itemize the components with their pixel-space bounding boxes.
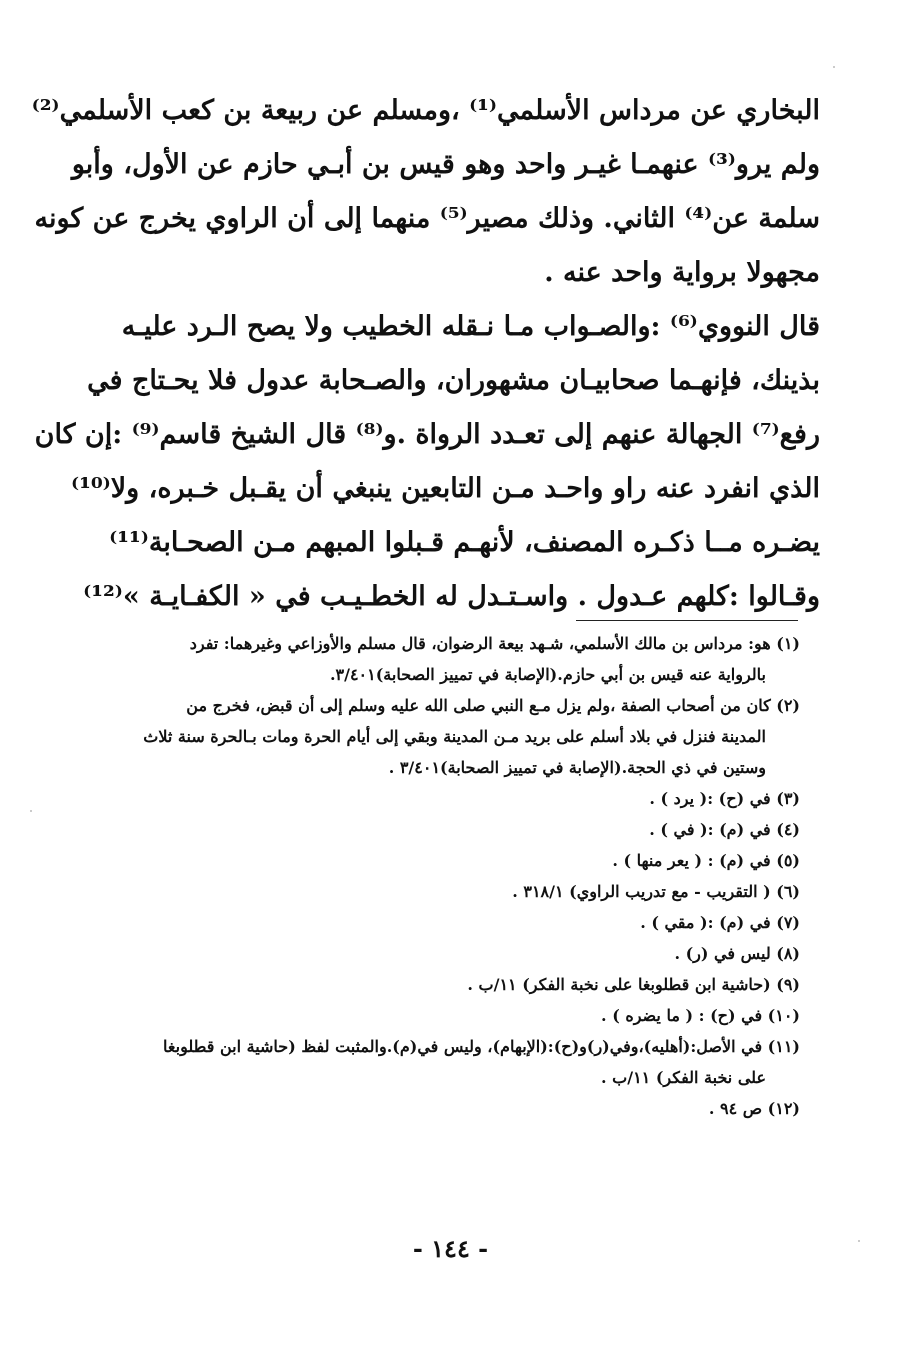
footnote-3: (٣) في (ح) :( يرد ) .: [649, 789, 800, 808]
text-line: سلمة عن⁽⁴⁾ الثاني. وذلك مصير⁽⁵⁾ منهما إلى أن الراوي يخرج عن كونه: [34, 203, 820, 234]
text-line: مجهولا برواية واحد عنه .: [544, 257, 820, 288]
scan-speck: [858, 1240, 860, 1242]
scan-speck: [833, 66, 835, 68]
page-number: - ١٤٤ -: [412, 1234, 489, 1263]
footnote-10: (١٠) في (ح) : ( ما يضره ) .: [601, 1006, 800, 1025]
scan-speck: [30, 810, 32, 812]
footnote-11: (١١) في الأصل:(أهليه)،وفي(ر)و(ح):(الإبهام)، وليس في(م).والمثبت لفظ (حاشية ابن قطلوبغا: [163, 1037, 800, 1056]
footnote-1: (١) هو: مرداس بن مالك الأسلمي، شـهد بيعة الرضوان، قال مسلم والأوزاعي وغيرهما: تفرد: [189, 634, 800, 653]
footnote-1-continued: بالرواية عنه قيس بن أبي حازم.(الإصابة في تمييز الصحابة)٣/٤٠١.: [329, 665, 766, 684]
footnotes: [80, 628, 800, 1124]
text-line: رفع⁽⁷⁾ الجهالة عنهم إلى تعـدد الرواة .و⁽⁸⁾ قال الشيخ قاسم⁽⁹⁾ :إن كان: [34, 419, 820, 450]
text-line: بذينك، فإنهـما صحابيـان مشهوران، والصـحابة عدول فلا يحـتاج في: [87, 365, 820, 396]
text-line: ولم يرو⁽³⁾ عنهمـا غيـر واحد وهو قيس بن أبـي حازم عن الأول، وأبو: [71, 149, 820, 180]
footnote-4: (٤) في (م) :( في ) .: [649, 820, 800, 839]
footnote-5: (٥) في (م) : ( يعر منها ) .: [612, 851, 800, 870]
text-line: وقـالوا :كلهم عـدول . واسـتـدل له الخطـيـب في « الكفـايـة »⁽¹²⁾: [83, 581, 820, 612]
footnote-6: (٦) ( التقريب - مع تدريب الراوي) ٣١٨/١ .: [512, 882, 800, 901]
footnote-9: (٩) (حاشية ابن قطلوبغا على نخبة الفكر) ١١/ب .: [467, 975, 800, 994]
text-line: البخاري عن مرداس الأسلمي⁽¹⁾ ،ومسلم عن ربيعة بن كعب الأسلمي⁽²⁾: [31, 95, 820, 126]
footnote-12: (١٢) ص ٩٤ .: [708, 1099, 800, 1118]
footnote-2-continued: المدينة فنزل في بلاد أسلم على بريد مـن المدينة وبقي إلى أيام الحرة ومات بـالحرة سنة ثلاث: [143, 727, 766, 746]
text-line: يضـره مــا ذكـره المصنف، لأنهـم قـبلوا المبهم مـن الصحـابة⁽¹¹⁾: [109, 527, 820, 558]
footnote-8: (٨) ليس في (ر) .: [674, 944, 800, 963]
footnote-7: (٧) في (م) :( مقي ) .: [640, 913, 800, 932]
paragraph-1: [31, 84, 820, 300]
footnote-separator: [576, 620, 798, 621]
footnote-2: (٢) كان من أصحاب الصفة ،ولم يزل مـع النبي صلى الله عليه وسلم إلى أن قبض، فخرج من: [186, 696, 800, 715]
footnote-2-continued: وستين في ذي الحجة.(الإصابة في تمييز الصحابة)٣/٤٠١ .: [388, 758, 766, 777]
paragraph-2: [34, 300, 820, 624]
text-line: قال النووي⁽⁶⁾ :والصـواب مـا نـقله الخطيب ولا يصح الـرد عليـه: [121, 311, 820, 342]
footnote-11-continued: على نخبة الفكر) ١١/ب .: [601, 1068, 766, 1087]
text-line: الذي انفرد عنه راو واحـد مـن التابعين ينبغي أن يقـبل خـبره، ولا⁽¹⁰⁾: [71, 473, 820, 504]
